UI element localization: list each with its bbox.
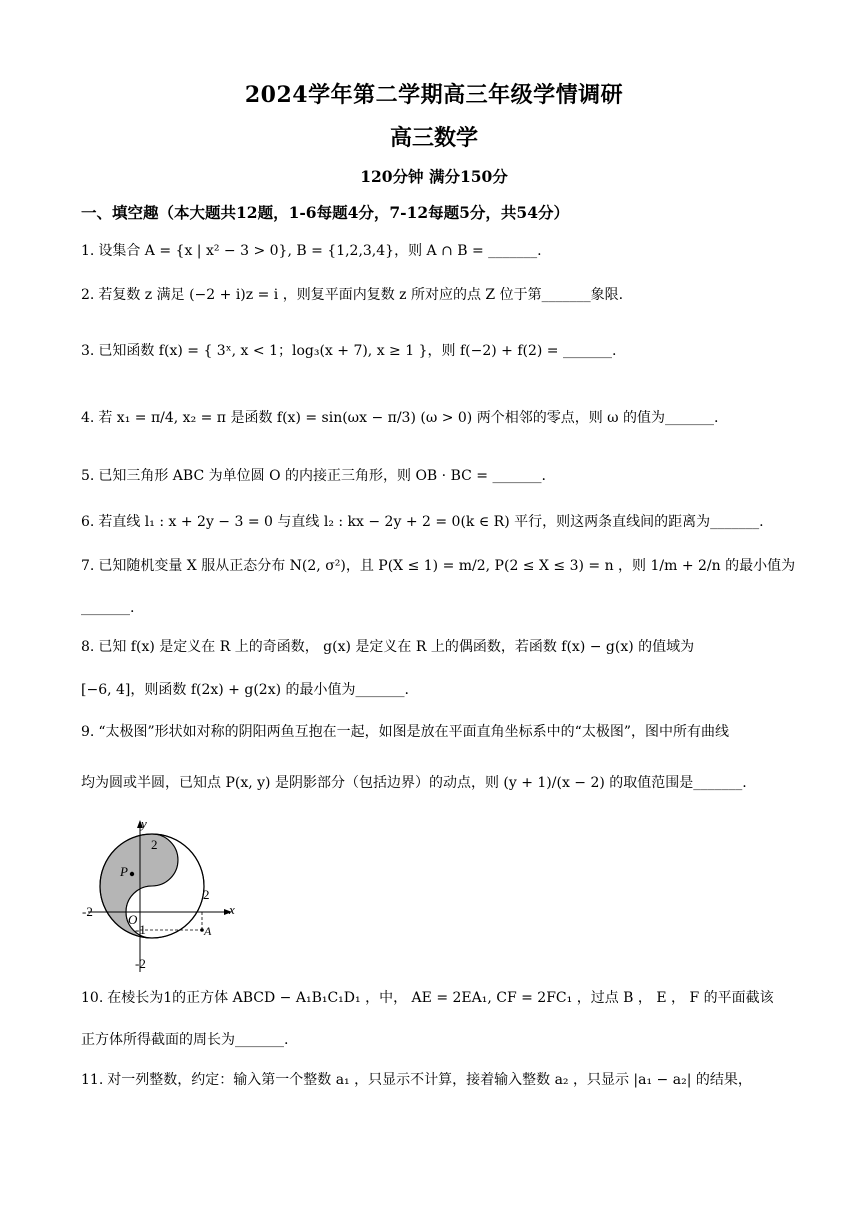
point-p-dot [130, 872, 134, 876]
question-text: 若复数 z 满足 (−2 + i)z = i ，则复平面内复数 z 所对应的点 Z 位于第_______象限. [98, 287, 624, 303]
question-8-cont [81, 682, 409, 699]
question-4 [81, 410, 718, 427]
question-text: 若 x₁ = π/4, x₂ = π 是函数 f(x) = sin(ωx − π/3) (ω > 0) 两个相邻的零点，则 ω 的值为_______. [98, 410, 719, 426]
exam-info: 120分钟 满分150分 [360, 167, 508, 186]
point-a-label: A [204, 924, 212, 938]
subject-title: 高三数学 [389, 125, 478, 151]
question-number: 11. [81, 1072, 104, 1088]
question-10 [81, 990, 774, 1007]
question-11 [81, 1072, 752, 1089]
section-heading: 一、填空趣（本大题共12题，1-6每题4分，7-12每题5分，共54分） [81, 203, 570, 222]
question-7-cont [81, 600, 134, 617]
question-7 [81, 558, 795, 575]
question-number: 7. [81, 558, 95, 574]
origin-label: O [128, 912, 138, 927]
question-3 [81, 343, 616, 360]
question-number: 1. [81, 243, 95, 259]
question-text: 设集合 A = {x | x² − 3 > 0}, B = {1,2,3,4}，则 A ∩ B = _______. [98, 243, 542, 259]
question-text: 均为圆或半圆，已知点 P(x, y) 是阴影部分（包括边界）的动点，则 (y + 1)/(x − 2) 的取值范围是_______. [81, 775, 747, 791]
question-number: 5. [81, 468, 95, 484]
question-text: _______. [81, 600, 135, 616]
tick-label-neg1: -1 [135, 922, 146, 937]
question-text: 对一列整数，约定：输入第一个整数 a₁ ，只显示不计算，接着输入整数 a₂ ，只显示 |a₁ − a₂| 的结果， [107, 1072, 752, 1088]
question-number: 8. [81, 639, 95, 655]
point-p-label: P [120, 864, 128, 879]
y-axis-label: y [141, 816, 147, 831]
tick-label-left: -2 [82, 904, 93, 919]
x-axis-label: x [229, 902, 235, 917]
question-number: 6. [81, 514, 95, 530]
question-text: 已知随机变量 X 服从正态分布 N(2, σ²)，且 P(X ≤ 1) = m/2, P(2 ≤ X ≤ 3) = n ，则 1/m + 2/n 的最小值为 [98, 558, 796, 574]
tick-label-right: 2 [203, 887, 210, 902]
question-text: 已知 f(x) 是定义在 R 上的奇函数， g(x) 是定义在 R 上的偶函数，若函数 f(x) − g(x) 的值域为 [98, 639, 695, 655]
question-text: 在棱长为1的正方体 ABCD − A₁B₁C₁D₁ ，中， AE = 2EA₁, CF = 2FC₁ ，过点 B ， E ， F 的平面截该 [107, 990, 774, 1006]
question-text: 已知三角形 ABC 为单位圆 O 的内接正三角形，则 OB · BC = _______. [98, 468, 546, 484]
tick-label-top: 2 [151, 837, 158, 852]
question-6 [81, 514, 764, 531]
question-5 [81, 468, 546, 485]
question-number: 4. [81, 410, 95, 426]
question-text: 已知函数 f(x) = { 3ˣ, x < 1；log₃(x + 7), x ≥ 1 }，则 f(−2) + f(2) = _______. [98, 343, 617, 359]
question-2 [81, 287, 623, 304]
question-number: 10. [81, 990, 104, 1006]
question-text: “太极图”形状如对称的阴阳两鱼互抱在一起，如图是放在平面直角坐标系中的“太极图”，图中所有曲线 [98, 724, 729, 740]
taiji-figure [78, 812, 248, 977]
exam-title: 2024学年第二学期高三年级学情调研 [244, 82, 624, 108]
question-text: 若直线 l₁ : x + 2y − 3 = 0 与直线 l₂ : kx − 2y + 2 = 0(k ∈ R) 平行，则这两条直线间的距离为_______. [98, 514, 764, 530]
question-8 [81, 639, 694, 656]
question-number: 3. [81, 343, 95, 359]
question-1 [81, 243, 542, 260]
question-number: 9. [81, 724, 95, 740]
tick-label-bottom: -2 [135, 956, 146, 971]
question-9 [81, 724, 729, 741]
question-9-cont [81, 775, 747, 792]
question-number: 2. [81, 287, 95, 303]
question-10-cont [81, 1032, 288, 1049]
question-text: 正方体所得截面的周长为_______. [81, 1032, 289, 1048]
question-text: [−6, 4]，则函数 f(2x) + g(2x) 的最小值为_______. [81, 682, 409, 698]
